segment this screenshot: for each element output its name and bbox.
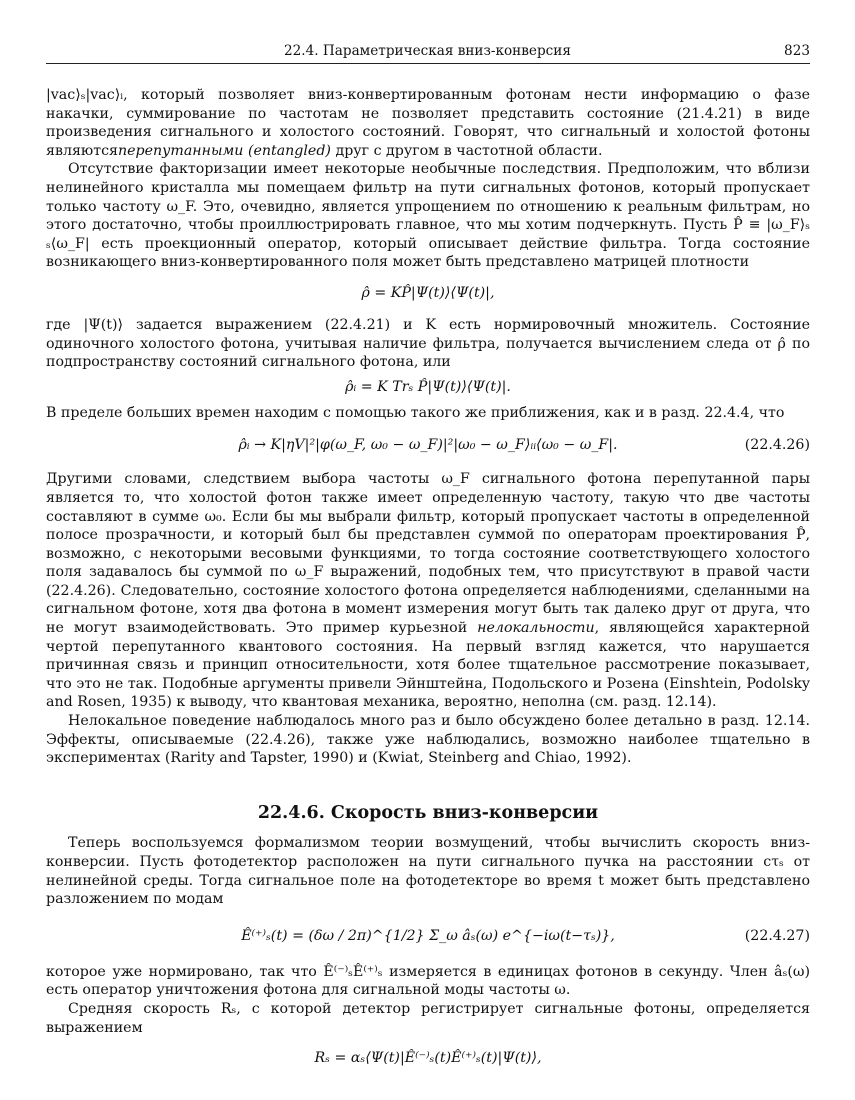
page-body (46, 86, 810, 1069)
equation-22-4-26-text: ρ̂ᵢ → K|ηV|²|φ(ω_F, ω₀ − ω_F)|²|ω₀ − ω_F⟩ᵢᵢ⟨ω₀ − ω_F|. (238, 437, 618, 454)
paragraph-4: В пределе больших времен находим с помощью такого же приближения, как и в разд. 22.4.4, что (46, 404, 785, 421)
paragraph-5-text-b: , являющейся характерной чертой перепутанного квантового состояния. На первый взгляд кажется, что нарушается причинная связь и принцип относительности, хотя более тщательное рассмотрение показывает, что это не так. Подобные аргументы привели Эйнштейна, Подольского и Розена (Einshtein, Podolsky and Rosen, 1935) к выводу, что квантовая механика, вероятно, неполна (см. разд. 12.14). (46, 620, 810, 711)
paragraph-9: Средняя скорость Rₛ, с которой детектор регистрирует сигнальные фотоны, определяется выражением (46, 1000, 810, 1036)
paragraph-1 (46, 86, 810, 160)
equation-detection-rate-text: Rₛ = αₛ⟨Ψ(t)|Ê⁽⁻⁾ₛ(t)Ê⁽⁺⁾ₛ(t)|Ψ(t)⟩, (314, 1050, 542, 1067)
equation-22-4-26 (46, 436, 810, 456)
paragraph-5-text-a: Другими словами, следствием выбора частоты ω_F сигнального фотона перепутанной пары является то, что холостой фотон также имеет определенную частоту, такую что две частоты составляют в сумме ω₀. Если бы мы выбрали фильтр, который пропускает частоты в определенной полосе прозрачности, и который был бы представлен суммой по операторам проектирования P̂, возможно, с некоторыми весовыми функциями, то тогда состояние соответствующего холостого поля задавалось бы суммой по ω_F выражений, подобных тем, что присутствуют в правой части (22.4.26). Следовательно, состояние холостого фотона определяется наблюдениями, сделанными на сигнальном фотоне, хотя два фотона в момент измерения могут быть так далеко друг от друга, что не могут взаимодействовать. Это пример курьезной (46, 471, 810, 637)
section-heading: 22.4.6. Скорость вниз-конверсии (257, 802, 599, 823)
equation-22-4-27 (46, 909, 810, 963)
paragraph-5 (46, 470, 810, 712)
equation-idler-state-text: ρ̂ᵢ = K Trₛ P̂|Ψ(t)⟩⟨Ψ(t)|. (345, 378, 511, 395)
paragraph-7: Теперь воспользуемся формализмом теории возмущений, чтобы вычислить скорость вниз-конверсии. Пусть фотодетектор расположен на пути сигнального пучка на расстоянии cτₛ от нелинейной среды. Тогда сигнальное поле на фотодетекторе во время t может быть представлено разложением по модам (46, 835, 810, 908)
paragraph-2: Отсутствие факторизации имеет некоторые необычные последствия. Предположим, что вблизи нелинейного кристалла мы помещаем фильтр на пути сигнальных фотонов, который пропускает только частоту ω_F. Это, очевидно, является упрощением по отношению к реальным фильтрам, но этого достаточно, чтобы проиллюстрировать главное, что мы хотим подчеркнуть. Пусть P̂ ≡ |ω_F⟩ₛ ₛ⟨ω_F| есть проекционный оператор, который описывает действие фильтра. Тогда состояние возникающего вниз-конвертированного поля может быть представлено матрицей плотности (46, 161, 810, 271)
equation-idler-state (46, 378, 810, 398)
equation-detection-rate (46, 1049, 810, 1069)
running-header (46, 43, 810, 63)
equation-number-22-4-27: (22.4.27) (744, 927, 810, 944)
paragraph-6: Нелокальное поведение наблюдалось много раз и было обсуждено более детально в разд. 12.14. Эффекты, описываемые (22.4.26), также уже наблюдались, возможно наиболее тщательно в экспериментах (Rarity and Tapster, 1990) и (Kwiat, Steinberg and Chiao, 1992). (46, 713, 810, 767)
paragraph-3: где |Ψ(t)⟩ задается выражением (22.4.21) и K есть нормировочный множитель. Состояние одиночного холостого фотона, учитывая наличие фильтра, получается вычислением следа от ρ̂ по подпространству состояний сигнального фотона, или (46, 316, 810, 371)
paragraph-8: которое уже нормировано, так что Ê⁽⁻⁾ₛÊ⁽⁺⁾ₛ измеряется в единицах фотонов в секунду. Член âₛ(ω) есть оператор уничтожения фотона для сигнальной моды частоты ω. (46, 963, 810, 999)
paragraph-1-text: |vac⟩ₛ|vac⟩ᵢ, который позволяет вниз-конвертированным фотонам нести информацию о фазе накачки, суммирование по частотам не позволяет представить состояние (21.4.21) в виде произведения сигнального и холостого состояний. Говорят, что сигнальный и холостой фотоны являются (46, 87, 810, 159)
equation-density-matrix (46, 284, 810, 304)
paragraph-1-end: друг с другом в частотной области. (330, 142, 603, 159)
equation-number-22-4-26: (22.4.26) (744, 437, 810, 454)
emphasis-entangled: перепутанными (entangled) (118, 142, 331, 159)
emphasis-nonlocality: нелокальности (477, 620, 595, 637)
page-number: 823 (784, 43, 810, 59)
header-rule (46, 63, 810, 64)
header-section-title: 22.4. Параметрическая вниз-конверсия (284, 43, 571, 59)
equation-density-matrix-text: ρ̂ = KP̂|Ψ(t)⟩⟨Ψ(t)|, (361, 284, 495, 301)
equation-22-4-27-text: Ê⁽⁺⁾ₛ(t) = (δω / 2π)^{1/2} Σ_ω âₛ(ω) e^{−iω(t−τₛ)}, (241, 927, 615, 944)
